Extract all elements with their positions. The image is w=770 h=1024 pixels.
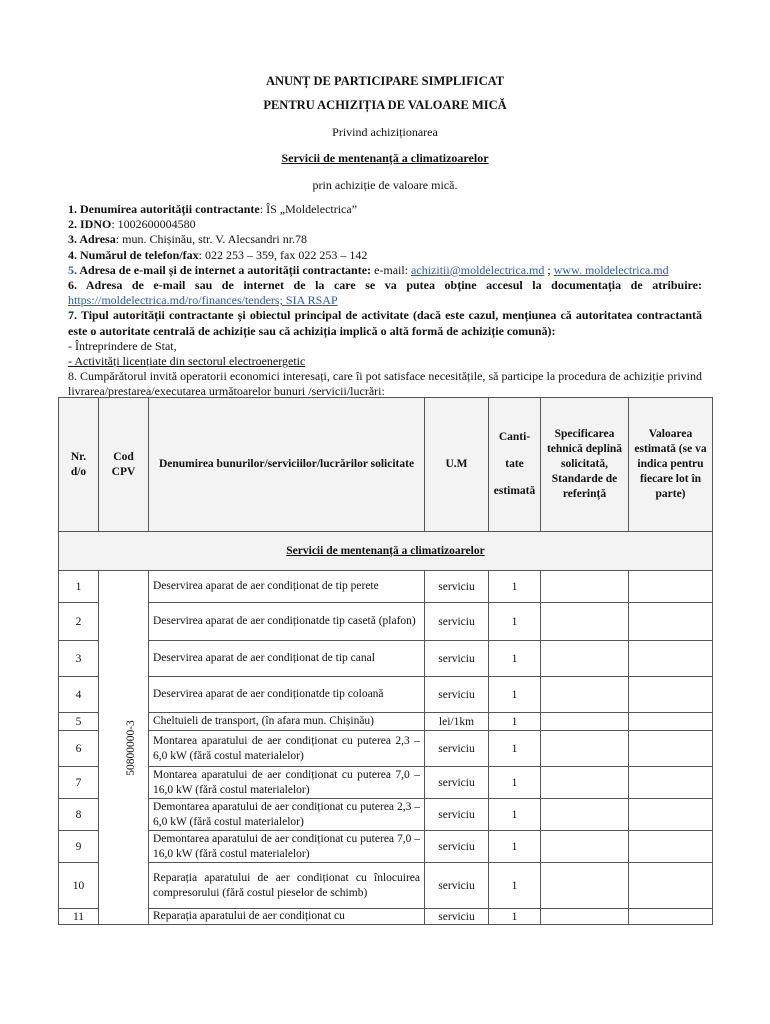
row-description: Demontarea aparatului de aer condiționat cu puterea 7,0 – 16,0 kW (fără costul materialelor) [149, 831, 425, 863]
row-value [629, 571, 713, 603]
row-quantity: 1 [489, 799, 541, 831]
row-spec [541, 571, 629, 603]
table-row [59, 909, 713, 925]
row-spec [541, 767, 629, 799]
row-unit: serviciu [425, 677, 489, 713]
row-value [629, 799, 713, 831]
row-number: 5 [59, 713, 99, 731]
row-number: 8 [59, 799, 99, 831]
row-number: 10 [59, 863, 99, 909]
doc-title-2: PENTRU ACHIZIȚIA DE VALOARE MICĂ [263, 98, 507, 112]
table-row [59, 731, 713, 767]
row-quantity: 1 [489, 909, 541, 925]
row-value [629, 641, 713, 677]
row-spec [541, 799, 629, 831]
row-quantity: 1 [489, 641, 541, 677]
table-row [59, 677, 713, 713]
row-value [629, 767, 713, 799]
table-row [59, 831, 713, 863]
row-unit: serviciu [425, 767, 489, 799]
table-row [59, 767, 713, 799]
row-number: 1 [59, 571, 99, 603]
row-value [629, 909, 713, 925]
row-description: Montarea aparatului de aer condiționat cu puterea 2,3 – 6,0 kW (fără costul materialelor) [149, 731, 425, 767]
row-spec [541, 641, 629, 677]
row-spec [541, 831, 629, 863]
cpv-code-cell [99, 571, 149, 925]
header-um: U.M [425, 398, 489, 532]
row-value [629, 677, 713, 713]
header-name: Denumirea bunurilor/serviciilor/lucrărilor solicitate [149, 398, 425, 532]
row-unit: serviciu [425, 603, 489, 641]
doc-subtitle: Privind achiziționarea [332, 125, 438, 139]
table-row [59, 713, 713, 731]
section-title: Servicii de mentenanță a climatizoarelor [59, 532, 713, 571]
row-value [629, 731, 713, 767]
row-description: Reparația aparatului de aer condiționat cu înlocuirea compresorului (fără costul pieselor de schimb) [149, 863, 425, 909]
procurement-method: prin achiziție de valoare mică. [312, 178, 458, 192]
table-row [59, 799, 713, 831]
row-description: Demontarea aparatului de aer condiționat cu puterea 2,3 – 6,0 kW (fără costul materialelor) [149, 799, 425, 831]
row-unit: serviciu [425, 909, 489, 925]
row-number: 4 [59, 677, 99, 713]
row-number: 9 [59, 831, 99, 863]
row-unit: serviciu [425, 641, 489, 677]
row-spec [541, 713, 629, 731]
header-spec: Specificarea tehnică deplină solicitată, Standarde de referință [541, 398, 629, 532]
row-spec [541, 863, 629, 909]
row-quantity: 1 [489, 767, 541, 799]
website-link[interactable]: www. moldelectrica.md [553, 262, 669, 277]
email-link[interactable]: achizitii@moldelectrica.md [411, 262, 545, 277]
row-number: 7 [59, 767, 99, 799]
item-4: 4. Numărul de telefon/fax: 022 253 – 359, fax 022 253 – 142 [68, 247, 368, 262]
row-quantity: 1 [489, 603, 541, 641]
item-3: 3. Adresa: mun. Chișinău, str. V. Alecsandri nr.78 [68, 232, 308, 247]
row-spec [541, 909, 629, 925]
row-description: Montarea aparatului de aer condiționat cu puterea 7,0 – 16,0 kW (fără costul materialelor) [149, 767, 425, 799]
row-spec [541, 603, 629, 641]
cpv-code: 50800000-3 [124, 719, 137, 776]
item-1: 1. Denumirea autorității contractante: ÎS „Moldelectrica” [68, 202, 358, 216]
procurement-table [58, 397, 713, 925]
row-unit: serviciu [425, 831, 489, 863]
item-7b: - Activități licențiate din sectorul electroenergetic [68, 354, 306, 369]
row-unit: lei/1km [425, 713, 489, 731]
item-7a: - Întreprindere de Stat, [68, 338, 177, 353]
header-value: Valoarea estimată (se va indica pentru fiecare lot în parte) [629, 398, 713, 532]
row-description: Deservirea aparat de aer condiționat de tip perete [149, 571, 425, 603]
doc-title: ANUNȚ DE PARTICIPARE SIMPLIFICAT [265, 74, 505, 88]
item-6: 6. Adresa de e-mail sau de internet de la care se va putea obține accesul la documentația de atribuire: https://moldelectrica.md/ro/finances/tenders; SIA RSAP [68, 278, 702, 308]
row-quantity: 1 [489, 831, 541, 863]
row-description: Deservirea aparat de aer condiționatde tip coloană [149, 677, 425, 713]
row-value [629, 831, 713, 863]
table-row [59, 863, 713, 909]
row-value [629, 603, 713, 641]
info-list [68, 202, 702, 400]
row-spec [541, 677, 629, 713]
row-number: 6 [59, 731, 99, 767]
row-number: 3 [59, 641, 99, 677]
row-unit: serviciu [425, 863, 489, 909]
row-unit: serviciu [425, 571, 489, 603]
row-description: Deservirea aparat de aer condiționatde tip casetă (plafon) [149, 603, 425, 641]
row-number: 2 [59, 603, 99, 641]
table-row [59, 571, 713, 603]
header-nr: Nr. d/o [59, 398, 99, 532]
row-description: Cheltuieli de transport, (în afara mun. Chișinău) [149, 713, 425, 731]
table-row [59, 641, 713, 677]
header-qty: Canti- tate estimată [489, 398, 541, 532]
row-spec [541, 731, 629, 767]
row-unit: serviciu [425, 731, 489, 767]
row-value [629, 863, 713, 909]
procurement-object: Servicii de mentenanță a climatizoarelor [281, 151, 489, 165]
table-body [59, 571, 713, 925]
row-quantity: 1 [489, 731, 541, 767]
row-number: 11 [59, 909, 99, 925]
row-description: Deservirea aparat de aer condiționat de tip canal [149, 641, 425, 677]
row-value [629, 713, 713, 731]
row-quantity: 1 [489, 863, 541, 909]
row-quantity: 1 [489, 571, 541, 603]
item-2: 2. IDNO: 1002600004580 [68, 217, 196, 232]
table-header-row [59, 398, 713, 532]
header-cpv: Cod CPV [99, 398, 149, 532]
row-quantity: 1 [489, 677, 541, 713]
item-8: 8. Cumpărătorul invită operatorii economici interesați, care îi pot satisface necesitățile, să participe la procedura de achiziție privind livrarea/prestarea/executarea următoarelor bunuri /servicii/lucrări: [68, 369, 702, 399]
row-unit: serviciu [425, 799, 489, 831]
row-quantity: 1 [489, 713, 541, 731]
section-row [59, 532, 713, 571]
tenders-link[interactable]: https://moldelectrica.md/ro/finances/tenders; SIA RSAP [68, 293, 338, 308]
item-7: 7. Tipul autorității contractante și obiectul principal de activitate (dacă este cazul, mențiunea că autoritatea contractantă este o autoritate centrală de achiziție sau că achiziția implică o altă formă de achiziție comună): [68, 308, 702, 338]
row-description: Reparația aparatului de aer condiționat cu [149, 909, 425, 925]
item-5: 5. Adresa de e-mail și de internet a autorității contractante: e-mail: achizitii@moldelectrica.md ; www. moldelectrica.md [68, 262, 669, 277]
table-row [59, 603, 713, 641]
